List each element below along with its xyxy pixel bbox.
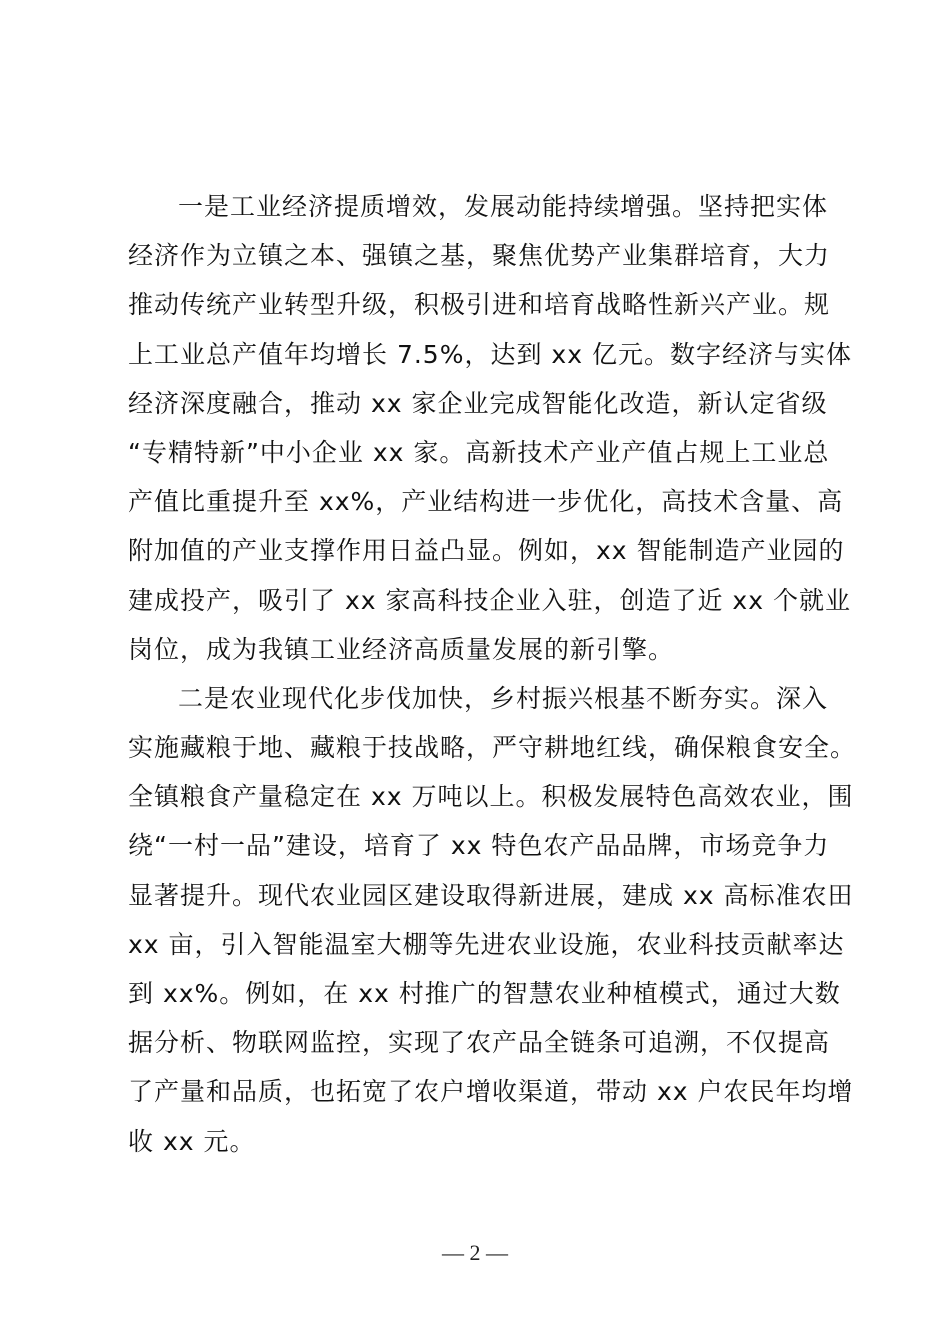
body-text <box>128 182 857 1166</box>
paragraph-2-line-9: 了产量和品质，也拓宽了农户增收渠道，带动 xx 户农民年均增 <box>128 1077 854 1107</box>
paragraph-2-line-10: 收 xx 元。 <box>128 1126 256 1156</box>
paragraph-2-line-2: 实施藏粮于地、藏粮于技战略，严守耕地红线，确保粮食安全。 <box>128 733 857 763</box>
paragraph-1-line-6: “专精特新”中小企业 xx 家。高新技术产业产值占规上工业总 <box>128 437 830 467</box>
paragraph-2-line-5: 显著提升。现代农业园区建设取得新进展，建成 xx 高标准农田 <box>128 880 854 910</box>
paragraph-2-line-7: 到 xx%。例如，在 xx 村推广的智慧农业种植模式，通过大数 <box>128 979 841 1008</box>
paragraph-2-line-8: 据分析、物联网监控，实现了农产品全链条可追溯，不仅提高 <box>128 1028 831 1058</box>
paragraph-1-line-3: 推动传统产业转型升级，积极引进和培育战略性新兴产业。规 <box>128 290 831 320</box>
paragraph-1-line-10: 岗位，成为我镇工业经济高质量发展的新引擎。 <box>128 634 675 664</box>
paragraph-2-line-4: 绕“一村一品”建设，培育了 xx 特色农产品品牌，市场竞争力 <box>128 831 830 861</box>
page-number: — 2 — <box>442 1240 508 1265</box>
paragraph-1-line-5: 经济深度融合，推动 xx 家企业完成智能化改造，新认定省级 <box>128 388 828 418</box>
paragraph-1-line-2: 经济作为立镇之本、强镇之基，聚焦优势产业集群培育，大力 <box>128 241 831 271</box>
paragraph-1-line-4: 上工业总产值年均增长 7.5%，达到 xx 亿元。数字经济与实体 <box>128 339 852 369</box>
paragraph-1-line-7: 产值比重提升至 xx%，产业结构进一步优化，高技术含量、高 <box>128 487 844 517</box>
paragraph-2-line-6: xx 亩，引入智能温室大棚等先进农业设施，农业科技贡献率达 <box>128 929 845 959</box>
paragraph-2-line-1: 二是农业现代化步伐加快，乡村振兴根基不断夯实。深入 <box>178 683 829 713</box>
paragraph-2-line-3: 全镇粮食产量稳定在 xx 万吨以上。积极发展特色高效农业，围 <box>128 782 854 812</box>
paragraph-1-line-1: 一是工业经济提质增效，发展动能持续增强。坚持把实体 <box>178 192 829 221</box>
paragraph-1-line-9: 建成投产，吸引了 xx 家高科技企业入驻，创造了近 xx 个就业 <box>128 585 851 615</box>
paragraph-1-line-8: 附加值的产业支撑作用日益凸显。例如，xx 智能制造产业园的 <box>128 536 845 566</box>
